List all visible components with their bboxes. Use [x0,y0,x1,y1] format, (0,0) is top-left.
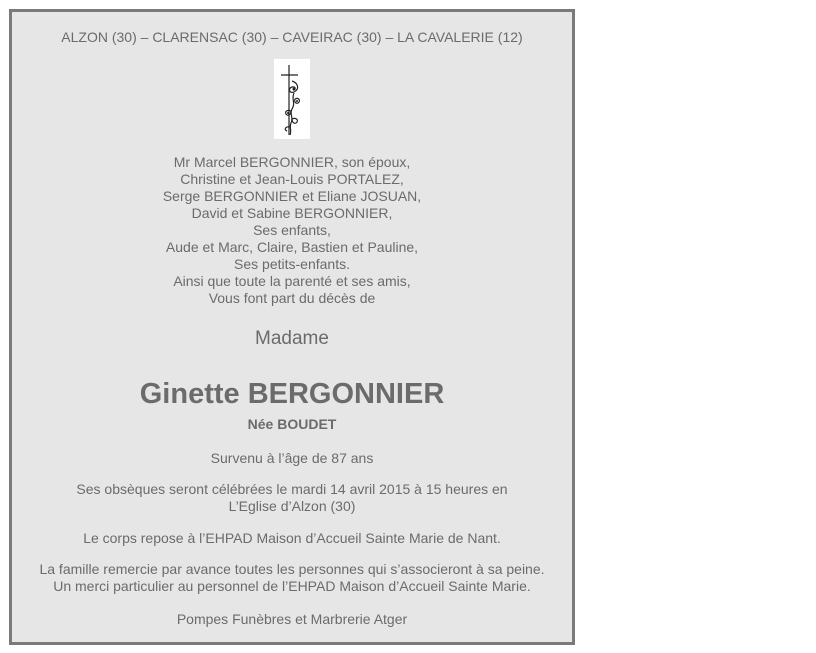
thanks-line: Un merci particulier au personnel de l’EHPAD Maison d’Accueil Sainte Marie. [53,578,531,594]
deceased-title: Madame [255,328,329,349]
funeral-line: L’Eglise d’Alzon (30) [228,498,356,514]
thanks-message [12,561,572,595]
obituary-notice [9,9,575,645]
family-line: Ses enfants, [253,222,331,238]
towns-line: ALZON (30) – CLARENSAC (30) – CAVEIRAC (30) – LA CAVALERIE (12) [61,29,523,45]
family-line: David et Sabine BERGONNIER, [191,205,393,221]
funeral-details [12,481,572,515]
thanks-line: La famille remercie par avance toutes les personnes qui s’associeront à sa peine. [39,561,545,577]
family-line: Serge BERGONNIER et Eliane JOSUAN, [162,188,422,204]
body-location: Le corps repose à l’EHPAD Maison d’Accueil Sainte Marie de Nant. [83,530,501,546]
family-line: Ainsi que toute la parenté et ses amis, [173,273,411,289]
age-line: Survenu à l’âge de 87 ans [210,450,374,466]
maiden-name: Née BOUDET [247,416,337,432]
family-line: Vous font part du décès de [208,290,376,306]
family-line: Ses petits-enfants. [234,256,350,272]
deceased-name: Ginette BERGONNIER [139,378,445,410]
undertaker-credit: Pompes Funèbres et Marbrerie Atger [176,611,408,627]
family-line: Mr Marcel BERGONNIER, son époux, [173,154,411,170]
funeral-line: Ses obsèques seront célébrées le mardi 14 avril 2015 à 15 heures en [76,481,508,497]
cross-with-rose-icon [274,59,310,139]
family-line: Aude et Marc, Claire, Bastien et Pauline, [165,239,419,255]
family-announcement [12,154,572,307]
family-line: Christine et Jean-Louis PORTALEZ, [180,171,404,187]
